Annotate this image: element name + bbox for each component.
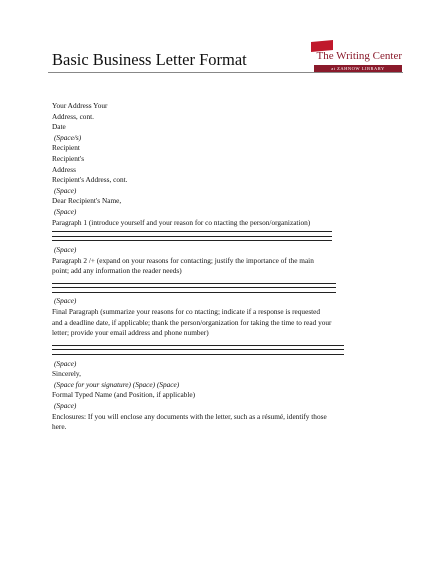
writing-center-logo	[306, 40, 402, 72]
writing-line	[52, 231, 332, 232]
final-paragraph-line-3: letter; provide your email address and phone number)	[52, 328, 209, 338]
writing-line	[52, 236, 332, 237]
address-line: Address	[52, 164, 76, 174]
space-marker: (Space/s)	[54, 132, 82, 142]
final-paragraph-line-2: and a deadline date, if applicable; thank the person/organization for taking the time to read your	[52, 317, 332, 327]
space-marker: (Space)	[54, 185, 77, 195]
address-line-1: Your Address Your	[52, 101, 108, 110]
writing-line	[52, 349, 344, 350]
space-marker: (Space)	[54, 244, 77, 254]
writing-line	[52, 292, 336, 293]
writing-line	[52, 283, 336, 284]
writing-line	[52, 240, 332, 241]
paragraph-2-line-2: point; add any information the reader needs)	[52, 266, 182, 276]
title-divider	[48, 72, 403, 73]
date-line: Date	[52, 122, 66, 132]
page-title: Basic Business Letter Format	[52, 50, 247, 69]
recipient-address-line: Recipient's Address, cont.	[52, 175, 128, 185]
address-line-2: Address, cont.	[52, 111, 94, 121]
salutation: Dear Recipient's Name,	[52, 196, 122, 206]
space-marker: (Space)	[54, 358, 77, 368]
space-marker: (Space)	[54, 206, 77, 216]
logo-subtitle: at ZAHNOW LIBRARY	[314, 65, 402, 72]
writing-line	[52, 354, 344, 355]
enclosures-line-2: here.	[52, 422, 67, 432]
space-marker: (Space)	[54, 401, 77, 410]
enclosures-line-1: Enclosures: If you will enclose any documents with the letter, such as a résumé, identify those	[52, 411, 327, 421]
closing: Sincerely,	[52, 369, 81, 379]
space-marker: (Space)	[54, 296, 77, 306]
signature-space: (Space for your signature) (Space) (Space)	[54, 379, 180, 389]
letter-body	[52, 101, 382, 433]
paragraph-2-line-1: Paragraph 2 /+ (expand on your reasons for contacting; justify the importance of the main	[52, 255, 314, 265]
writing-line	[52, 345, 344, 346]
recipient-line: Recipient	[52, 143, 80, 153]
recipients-line: Recipient's	[52, 153, 85, 163]
paragraph-1: Paragraph 1 (introduce yourself and your reason for co ntacting the person/organization)	[52, 217, 311, 227]
typed-name: Formal Typed Name (and Position, if applicable)	[52, 390, 196, 400]
logo-name: The Writing Center	[316, 50, 402, 62]
writing-line	[52, 287, 336, 288]
final-paragraph-line-1: Final Paragraph (summarize your reasons for co ntacting; indicate if a response is requested	[52, 307, 321, 317]
